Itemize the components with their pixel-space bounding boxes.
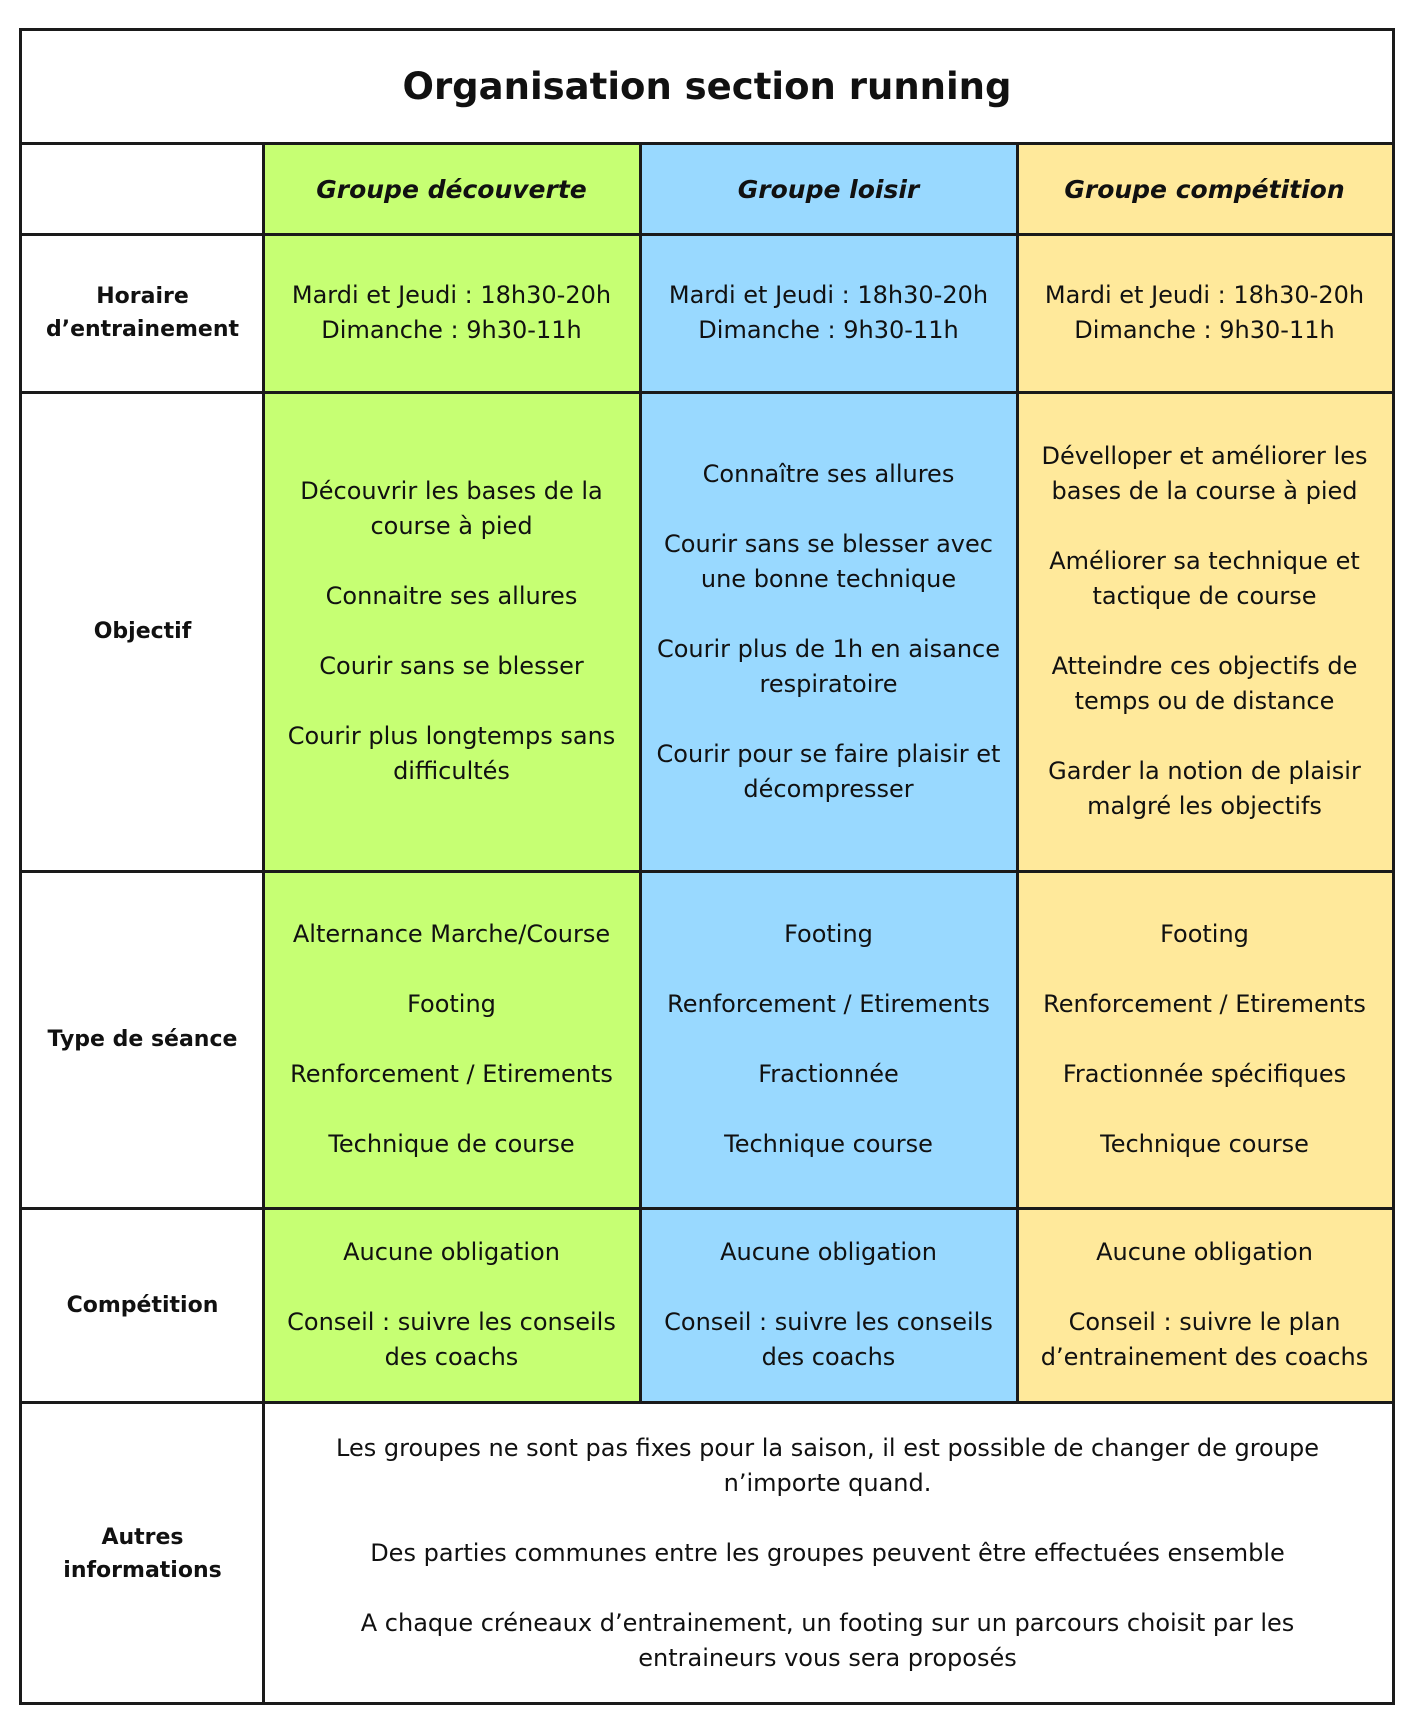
cell-text: Aucune obligation [720,1238,937,1266]
cell-text: Mardi et Jeudi : 18h30-20h Dimanche : 9h30-11h [668,281,989,344]
row-divider [22,391,1392,394]
column-divider [262,145,265,1705]
row-divider [22,233,1392,236]
competition-row-label: Compétition [66,1292,219,1318]
info-paragraph: Les groupes ne sont pas fixes pour la saison, il est possible de changer de groupe n’importe quand. [336,1434,1319,1497]
cell-text: Renforcement / Etirements [290,1060,613,1088]
cell-text: Mardi et Jeudi : 18h30-20h Dimanche : 9h30-11h [291,281,612,344]
row-divider [22,1207,1392,1210]
group-header-loisir: Groupe loisir [640,145,1017,234]
cell-text: Courir sans se blesser avec une bonne technique [664,529,993,593]
cell-text: Courir pour se faire plaisir et décompresser [656,739,1001,803]
seance-row-competition-cell [1017,871,1392,1208]
horaire-row-competition-cell [1017,234,1392,392]
cell-text: Atteindre ces objectifs de temps ou de distance [1051,652,1358,715]
cell-text: Améliorer sa technique et tactique de course [1049,547,1360,610]
cell-text: Footing [784,920,873,948]
autres-row-label: Autres informations [63,1524,222,1583]
cell-text: Footing [1160,920,1249,948]
objectif-row-decouverte-cell [263,392,640,871]
row-divider [22,1401,1392,1404]
cell-text: Aucune obligation [1096,1238,1313,1266]
competition-row-loisir-cell [640,1208,1017,1402]
objectif-row-competition-cell [1017,392,1392,871]
competition-row-decouverte-cell [263,1208,640,1402]
cell-text: Courir plus longtemps sans difficultés [287,722,616,785]
cell-text: Conseil : suivre les conseils des coachs [287,1308,616,1371]
group-header-competition: Groupe compétition [1017,145,1392,234]
cell-text: Mardi et Jeudi : 18h30-20h Dimanche : 9h30-11h [1044,281,1365,344]
seance-row-loisir-cell [640,871,1017,1208]
cell-text: Conseil : suivre les conseils des coachs [664,1308,993,1371]
cell-text: Fractionnée [758,1060,899,1088]
info-paragraph: A chaque créneaux d’entrainement, un footing sur un parcours choisit par les entraineurs vous sera proposés [360,1609,1295,1672]
objectif-row-label: Objectif [93,619,192,644]
cell-text: Connaitre ses allures [325,582,578,610]
horaire-row-decouverte-cell [263,234,640,392]
horaire-row-loisir-cell [640,234,1017,392]
cell-text: Renforcement / Etirements [667,990,990,1018]
cell-text: Conseil : suivre le plan d’entrainement des coachs [1040,1308,1369,1371]
corner-cell [22,145,263,234]
cell-text: Renforcement / Etirements [1043,990,1366,1018]
competition-row-competition-cell [1017,1208,1392,1402]
cell-text: Connaître ses allures [702,459,955,488]
row-divider [22,870,1392,873]
group-header-decouverte: Groupe découverte [263,145,640,234]
cell-text: Dévelloper et améliorer les bases de la course à pied [1041,442,1368,505]
cell-text: Aucune obligation [343,1238,560,1266]
cell-text: Courir plus de 1h en aisance respiratoire [656,634,1001,698]
horaire-row-label: Horaire d’entrainement [45,284,240,342]
cell-text: Garder la notion de plaisir malgré les objectifs [1048,757,1361,820]
info-paragraph: Des parties communes entre les groupes peuvent être effectuées ensemble [370,1539,1285,1567]
seance-row-decouverte-cell [263,871,640,1208]
cell-text: Technique de course [328,1130,575,1158]
cell-text: Technique course [1100,1130,1309,1158]
cell-text: Fractionnée spécifiques [1062,1060,1347,1088]
organisation-table [19,28,1395,1705]
cell-text: Découvrir les bases de la course à pied [300,477,603,540]
seance-row-label: Type de séance [47,1027,238,1052]
column-divider [1016,145,1019,1402]
cell-text: Alternance Marche/Course [292,920,611,948]
cell-text: Footing [407,990,496,1018]
autres-info-cell [263,1402,1392,1705]
objectif-row-loisir-cell [640,392,1017,871]
table-title: Organisation section running [22,31,1392,145]
cell-text: Courir sans se blesser [319,652,584,680]
column-divider [639,145,642,1402]
cell-text: Technique course [724,1130,933,1158]
